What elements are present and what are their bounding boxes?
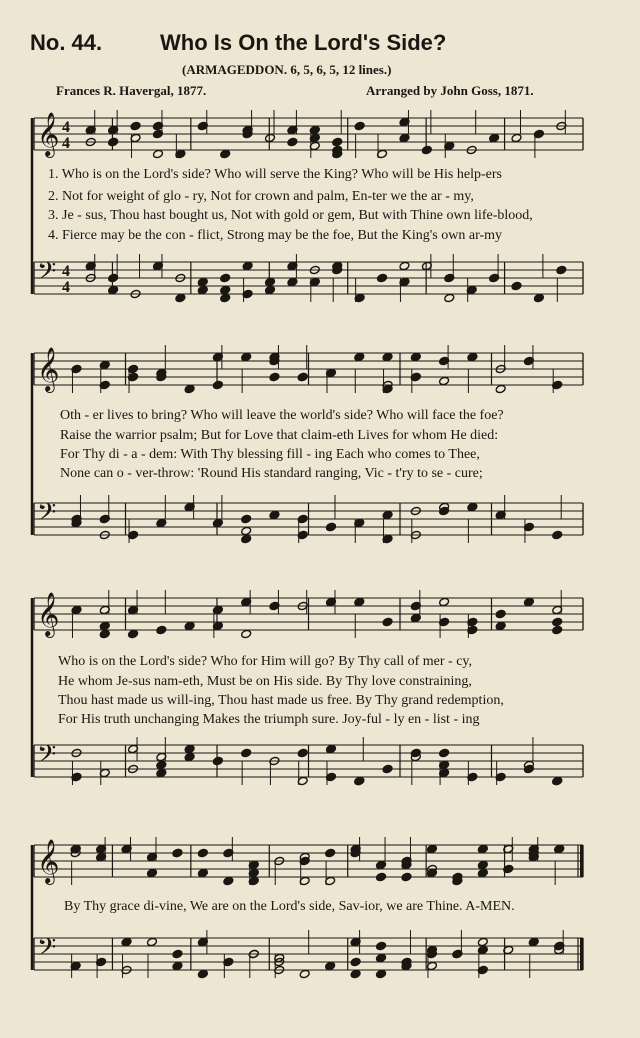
note-head	[354, 597, 365, 606]
note-head	[70, 844, 81, 853]
note-head	[212, 605, 223, 614]
treble-clef-icon: 𝄞	[37, 592, 60, 636]
note-head	[220, 293, 231, 302]
time-signature-bottom: 4	[62, 279, 70, 296]
note-head	[297, 372, 308, 381]
note-head	[212, 756, 223, 765]
note-head	[197, 277, 208, 286]
note-head	[156, 768, 167, 777]
note-head	[156, 625, 167, 634]
note-head	[241, 748, 252, 757]
lyric-line: For His truth unchanging Makes the triumph sure. Joy-ful - ly en - list - ing	[58, 712, 480, 727]
lyric-line: Thou hast made us will-ing, Thou hast made us free. By Thy grand redemption,	[58, 693, 504, 708]
note-head	[108, 285, 119, 294]
note-head	[265, 277, 276, 286]
note-head	[220, 285, 231, 294]
note-head	[128, 629, 139, 638]
note-head	[152, 149, 163, 158]
note-head	[552, 617, 563, 626]
time-signature-top: 4	[62, 263, 70, 280]
note-head	[71, 605, 82, 614]
note-head	[265, 133, 276, 142]
lyric-line: For Thy di - a - dem: With Thy blessing fill - ing Each who comes to Thee,	[60, 447, 480, 462]
note-head	[421, 145, 432, 154]
note-head	[382, 764, 393, 773]
note-head	[401, 872, 412, 881]
note-head	[197, 848, 208, 857]
note-head	[439, 597, 450, 606]
note-head	[477, 945, 488, 954]
note-head	[376, 969, 387, 978]
note-head	[426, 868, 437, 877]
final-bar-thick	[580, 845, 584, 877]
note-head	[410, 613, 421, 622]
note-head	[172, 961, 183, 970]
note-head	[477, 868, 488, 877]
author-credit: Frances R. Havergal, 1877.	[56, 83, 207, 98]
note-head	[477, 860, 488, 869]
note-head	[212, 380, 223, 389]
note-head	[156, 518, 167, 527]
lyric-line: 2. Not for weight of glo - ry, Not for crown and palm, En-ter we the ar - my,	[48, 189, 474, 204]
note-head	[147, 937, 158, 946]
treble-clef-icon: 𝄞	[37, 839, 60, 883]
note-head	[326, 744, 337, 753]
note-head	[197, 868, 208, 877]
note-head	[147, 868, 158, 877]
note-head	[511, 133, 522, 142]
note-head	[467, 352, 478, 361]
note-head	[197, 285, 208, 294]
note-head	[241, 514, 252, 523]
lyric-line: 4. Fierce may be the con - flict, Strong may be the foe, But the King's own ar-my	[48, 228, 503, 243]
note-head	[477, 937, 488, 946]
note-head	[325, 961, 336, 970]
final-bar-thick	[580, 938, 584, 970]
note-head	[552, 625, 563, 634]
time-signature-bottom: 4	[62, 135, 70, 152]
note-head	[376, 953, 387, 962]
bass-clef-icon: 𝄢	[37, 498, 57, 533]
note-head	[354, 121, 365, 130]
bass-clef-icon: 𝄢	[37, 933, 57, 968]
note-head	[130, 121, 141, 130]
note-head	[376, 941, 387, 950]
note-head	[354, 352, 365, 361]
tune-name: (ARMAGEDDON. 6, 5, 6, 5, 12 lines.)	[182, 62, 392, 77]
note-head	[184, 752, 195, 761]
note-head	[382, 510, 393, 519]
note-head	[287, 137, 298, 146]
note-head	[220, 273, 231, 282]
note-head	[332, 137, 343, 146]
hymn-title: Who Is On the Lord's Side?	[160, 30, 447, 55]
note-head	[350, 957, 361, 966]
note-head	[287, 277, 298, 286]
note-head	[99, 629, 110, 638]
note-head	[99, 360, 110, 369]
note-head	[350, 969, 361, 978]
note-head	[382, 352, 393, 361]
lyric-line: 1. Who is on the Lord's side? Who will serve the King? Who will be His help-ers	[48, 167, 502, 182]
note-head	[241, 534, 252, 543]
note-head	[184, 744, 195, 753]
note-head	[410, 748, 421, 757]
note-head	[377, 273, 388, 282]
lyric-line: None can o - ver-throw: 'Round His standard ranging, Vic - t'ry to se - cure;	[60, 466, 483, 481]
bass-clef-icon: 𝄢	[37, 257, 57, 292]
note-head	[223, 876, 234, 885]
note-head	[265, 285, 276, 294]
lyric-line: Who is on the Lord's side? Who for Him will go? By Thy call of mer - cy,	[58, 654, 473, 669]
note-head	[242, 261, 253, 270]
note-head	[439, 506, 450, 515]
note-head	[241, 526, 252, 535]
lyric-line: 3. Je - sus, Thou hast bought us, Not with gold or gem, But with Thine own life-blood,	[48, 208, 533, 223]
note-head	[376, 872, 387, 881]
note-head	[241, 629, 252, 638]
note-head	[467, 502, 478, 511]
note-head	[325, 848, 336, 857]
note-head	[444, 293, 455, 302]
note-head	[528, 937, 539, 946]
treble-clef-icon: 𝄞	[37, 347, 60, 391]
note-head	[297, 748, 308, 757]
note-head	[511, 281, 522, 290]
note-head	[477, 844, 488, 853]
note-head	[426, 844, 437, 853]
note-head	[382, 617, 393, 626]
lyric-line: Oth - er lives to bring? Who will leave the world's side? Who will face the foe?	[60, 408, 504, 423]
note-head	[172, 949, 183, 958]
treble-clef-icon: 𝄞	[37, 112, 60, 156]
note-head	[220, 149, 231, 158]
note-head	[439, 748, 450, 757]
note-head	[175, 293, 186, 302]
note-head	[495, 609, 506, 618]
note-head	[489, 133, 500, 142]
hymn-number: No. 44.	[30, 30, 103, 55]
note-head	[399, 261, 410, 270]
note-head	[376, 860, 387, 869]
lyric-line: Raise the warrior psalm; But for Love that claim-eth Lives for whom He died:	[60, 428, 499, 443]
note-head	[439, 376, 450, 385]
note-head	[523, 597, 534, 606]
note-head	[212, 518, 223, 527]
note-head	[533, 293, 544, 302]
note-head	[309, 125, 320, 134]
note-head	[269, 510, 280, 519]
note-head	[556, 265, 567, 274]
arranger-credit: Arranged by John Goss, 1871.	[366, 83, 534, 98]
note-head	[184, 621, 195, 630]
note-head	[299, 969, 310, 978]
note-head	[269, 372, 280, 381]
note-head	[184, 384, 195, 393]
time-signature-top: 4	[62, 119, 70, 136]
note-head	[495, 384, 506, 393]
note-head	[554, 844, 565, 853]
note-head	[410, 352, 421, 361]
note-head	[552, 530, 563, 539]
note-head	[121, 937, 132, 946]
lyric-line: By Thy grace di-vine, We are on the Lord's side, Sav-ior, we are Thine. A-MEN.	[64, 899, 515, 914]
note-head	[99, 621, 110, 630]
note-head	[197, 969, 208, 978]
note-head	[156, 760, 167, 769]
lyric-line: He whom Je-sus nam-eth, Must be on His side. By Thy love constraining,	[58, 674, 472, 689]
note-head	[172, 848, 183, 857]
note-head	[495, 621, 506, 630]
bass-clef-icon: 𝄢	[37, 740, 57, 775]
note-head	[241, 352, 252, 361]
note-head	[399, 133, 410, 142]
